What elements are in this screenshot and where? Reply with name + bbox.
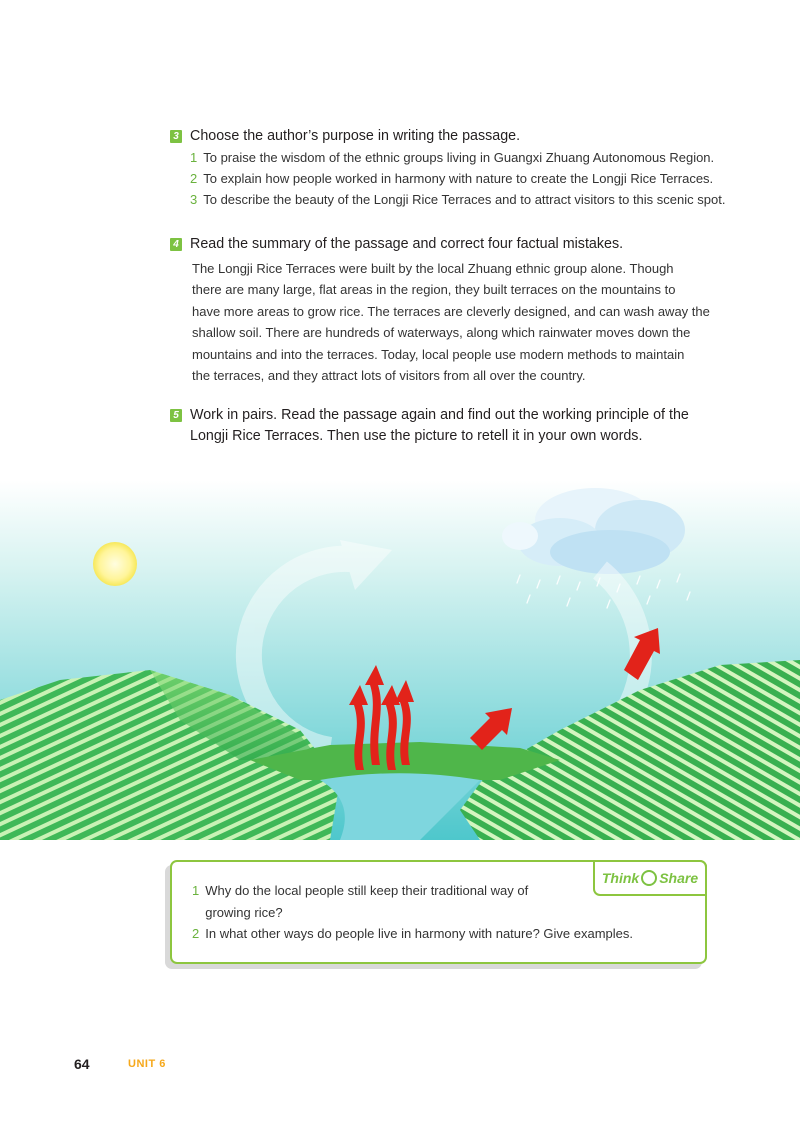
task-number-badge: 5 (170, 409, 182, 422)
task-4-heading (170, 234, 730, 255)
sun-icon (93, 542, 137, 586)
task-4-summary (170, 258, 727, 386)
question-2: 2 In what other ways do people live in harmony with nature? Give examples. (192, 926, 634, 941)
summary-line: the terraces, and they attract lots of visitors from all over the country. (192, 368, 586, 384)
question-1: 1 Why do the local people still keep their traditional way of growing rice? (192, 883, 529, 920)
task-3-prompt: Choose the author’s purpose in writing the passage. (190, 128, 521, 144)
rice-terrace-water-cycle-illustration (0, 480, 800, 840)
option-1: 1 To praise the wisdom of the ethnic groups living in Guangxi Zhuang Autonomous Region. (190, 150, 715, 165)
task-4-prompt: Read the summary of the passage and correct four factual mistakes. (190, 236, 624, 252)
task-3-heading (170, 126, 730, 147)
think-share-box (170, 860, 707, 964)
option-3: 3 To describe the beauty of the Longji Rice Terraces and to attract visitors to this scenic spot. (190, 192, 726, 207)
task-3-options (170, 147, 730, 210)
unit-label: UNIT 6 (128, 1058, 166, 1070)
summary-line: mountains and into the terraces. Today, local people use modern methods to maintain (192, 346, 685, 362)
task-5 (170, 405, 730, 447)
task-number-badge: 3 (170, 130, 182, 143)
task-4 (170, 234, 730, 386)
task-number-badge: 4 (170, 238, 182, 251)
summary-line: there are many large, flat areas in the region, they built terraces on the mountains to (192, 282, 676, 298)
summary-line: have more areas to grow rice. The terraces are cleverly designed, and can wash away the (192, 303, 710, 319)
task-3 (170, 126, 730, 210)
task-5-prompt: Work in pairs. Read the passage again and find out the working principle of the Longji Rice Terraces. Then use the picture to retell it in your own words. (190, 407, 689, 444)
summary-line: shallow soil. There are hundreds of waterways, along which rainwater moves down the (192, 325, 691, 341)
think-share-questions (192, 880, 662, 945)
summary-line: The Longji Rice Terraces were built by the local Zhuang ethnic group alone. Though (192, 261, 674, 276)
task-5-heading (170, 405, 730, 447)
option-2: 2 To explain how people worked in harmony with nature to create the Longji Rice Terraces. (190, 171, 714, 186)
page-number: 64 (74, 1056, 90, 1072)
think-share-tag: Think Share (593, 860, 707, 896)
